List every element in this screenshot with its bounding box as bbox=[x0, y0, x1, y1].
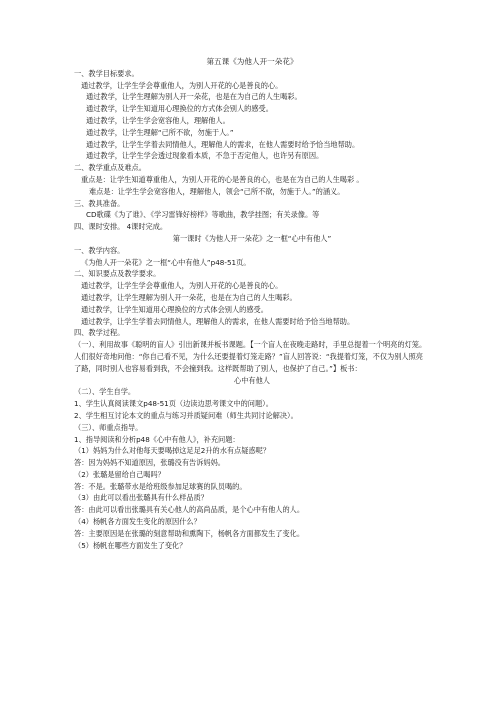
objective-line: 通过教学，让学生学会透过现象看本质，不急于否定他人，也许另有原因。 bbox=[86, 151, 324, 161]
requirement-line: 通过教学，让学生知道用心理换位的方式体会别人的感受。 bbox=[81, 304, 268, 314]
step-line: 1、指导阅读和分析p48《心中有他人》，补充问题： bbox=[74, 434, 240, 444]
answer-line: 答：因为妈妈不知道原因，张璐没有告诉妈妈。 bbox=[74, 458, 225, 468]
section-heading: 一、教学内容。 bbox=[74, 245, 125, 255]
blackboard-title: 心中有他人 bbox=[234, 375, 270, 385]
objective-line: 通过教学，让学生知道用心理换位的方式体会别人的感受。 bbox=[86, 104, 273, 114]
section-heading: 二、知识要点及教学要求。 bbox=[74, 269, 161, 279]
period-title: 第一课时《为他人开一朵花》之一框“心中有他人” bbox=[172, 233, 332, 243]
step-heading: （三）、师重点指导。 bbox=[74, 422, 143, 432]
requirement-line: 通过教学，让学生理解为别人开一朵花，也是在为自己的人生喝彩。 bbox=[81, 292, 297, 302]
question-line: （3）由此可以看出张璐具有什么样品质？ bbox=[74, 493, 208, 503]
question-line: （2）张璐是留给自己喝吗？ bbox=[74, 469, 165, 479]
objective-line: 通过教学，让学生学着去同情他人，理解他人的需求，在他人需要时给予恰当地帮助。 bbox=[86, 139, 360, 149]
question-line: （5）杨帆在哪些方面发生了变化？ bbox=[74, 540, 187, 550]
objective-line: 通过教学，让学生理解“己所不欲，勿施于人。” bbox=[86, 127, 234, 137]
objective-line: 通过教学，让学生学会宽容他人，理解他人。 bbox=[86, 115, 230, 125]
section-heading: 一、教学目标要求。 bbox=[74, 68, 139, 78]
lesson-title: 第五课《为他人开一朵花》 bbox=[206, 57, 298, 66]
materials-line: CD歌碟《为了谁》、《学习雷锋好榜样》等歌曲，教学挂图；有关录像。等 bbox=[86, 210, 320, 220]
step-line: 2、学生相互讨论本文的重点与练习并质疑问难（师生共同讨论解决）。 bbox=[74, 410, 298, 420]
objective-line: 通过教学，让学生学会尊重他人，为别人开花的心是善良的心。 bbox=[81, 80, 283, 90]
answer-line: 答：主要原因是在张璐的刻意帮助和熏陶下，杨帆各方面都发生了变化。 bbox=[74, 528, 305, 538]
section-heading: 三、教具准备。 bbox=[74, 198, 125, 208]
answer-line: 答：由此可以看出张璐具有关心他人的高尚品质，是个心中有他人的人。 bbox=[74, 505, 305, 515]
document-page bbox=[74, 56, 430, 551]
objective-line: 通过教学，让学生理解为别人开一朵花，也是在为自己的人生喝彩。 bbox=[86, 92, 302, 102]
difficulty-line: 难点是：让学生学会宽容他人，理解他人，领会“己所不欲，勿施于人。”的涵义。 bbox=[89, 186, 345, 196]
section-heading: 二、教学重点及难点。 bbox=[74, 163, 146, 173]
step-line: 1、学生认真阅读课文p48-51页（边读边思考课文中的问题）。 bbox=[74, 399, 273, 409]
step-heading: （二）、学生自学。 bbox=[74, 387, 136, 397]
story-paragraph: （一）、利用故事《聪明的盲人》引出新课并板书课题。【一个盲人在夜晚走路时，手里总提着一个明亮的灯笼。人们很好奇地问他：“你自己看不见，为什么还要提着灯笼走路？”盲人回答说：“我提着灯笼，不仅为别人照亮了路，同时别人也容易看到我，不会撞到我。这样既帮助了别人，也保护了自己。”】板书： bbox=[74, 340, 427, 373]
requirement-line: 通过教学，让学生学会尊重他人，为别人开花的心是善良的心。 bbox=[81, 281, 283, 291]
answer-line: 答：不是。张璐带水是给班级参加足球赛的队员喝的。 bbox=[74, 481, 247, 491]
requirement-line: 通过教学，让学生学着去同情他人，理解他人的需求，在他人需要时给予恰当地帮助。 bbox=[81, 316, 355, 326]
question-line: （1）妈妈为什么对他每天要喝掉这足足2升的水有点疑惑呢？ bbox=[74, 446, 271, 456]
section-heading: 四、教学过程。 bbox=[74, 328, 125, 338]
section-heading: 四、课时安排。 4课时完成。 bbox=[74, 222, 168, 232]
content-line: 《为他人开一朵花》之一框“心中有他人”p48-51页。 bbox=[81, 257, 251, 267]
key-point-line: 重点是：让学生知道尊重他人，为别人开花的心是善良的心，也是在为自己的人生喝彩 。 bbox=[81, 174, 364, 184]
question-line: （4）杨帆各方面发生变化的原因什么？ bbox=[74, 517, 201, 527]
